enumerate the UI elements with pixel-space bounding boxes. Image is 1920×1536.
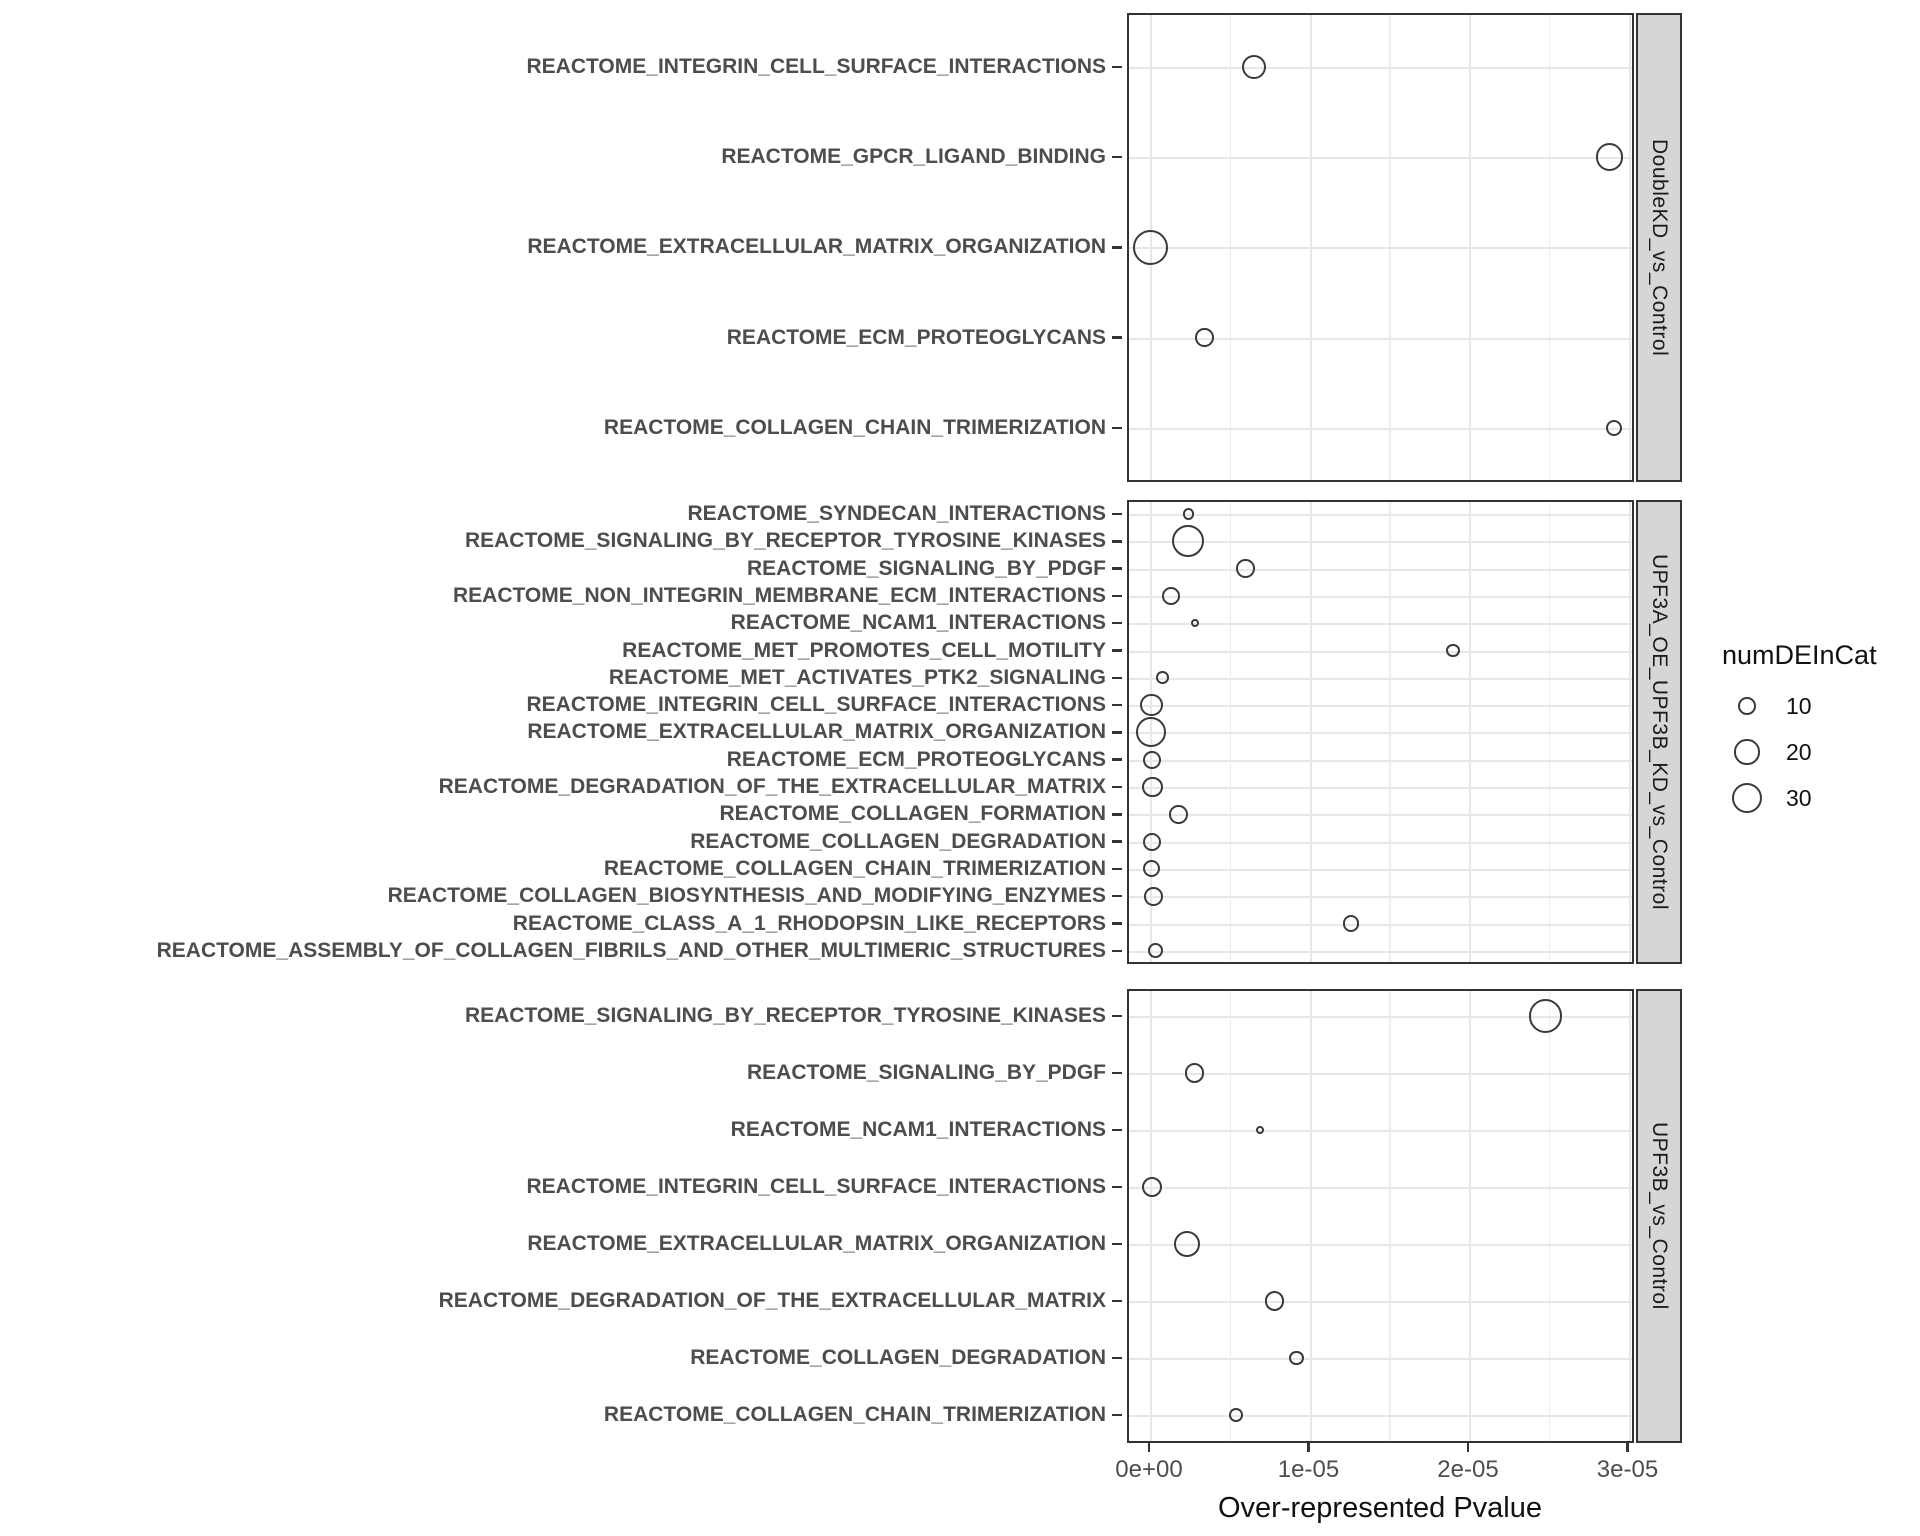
y-axis-tick bbox=[1112, 1072, 1122, 1075]
y-axis-tick bbox=[1112, 649, 1122, 652]
y-axis-label: REACTOME_COLLAGEN_DEGRADATION bbox=[690, 1346, 1106, 1369]
y-axis-tick bbox=[1112, 868, 1122, 871]
y-axis-label: REACTOME_ECM_PROTEOGLYCANS bbox=[726, 325, 1106, 349]
y-axis-label: REACTOME_SYNDECAN_INTERACTIONS bbox=[687, 502, 1106, 525]
legend-key-label: 30 bbox=[1786, 785, 1812, 811]
gridline-row bbox=[1129, 428, 1632, 430]
facet-strip-label: UPF3A_OE_UPF3B_KD_vs_Control bbox=[1648, 553, 1671, 910]
gridline-row bbox=[1129, 896, 1632, 898]
gridline-row bbox=[1129, 596, 1632, 598]
y-axis-tick bbox=[1112, 731, 1122, 734]
y-axis-label: REACTOME_EXTRACELLULAR_MATRIX_ORGANIZATION bbox=[527, 720, 1106, 744]
gridline-row bbox=[1129, 814, 1632, 816]
y-axis-label: REACTOME_SIGNALING_BY_PDGF bbox=[747, 1061, 1106, 1084]
gridline-row bbox=[1129, 247, 1632, 249]
y-axis-tick bbox=[1112, 246, 1122, 249]
gridline-minor bbox=[1549, 991, 1551, 1441]
y-axis-label: REACTOME_GPCR_LIGAND_BINDING bbox=[721, 145, 1106, 169]
gridline-row bbox=[1129, 1415, 1632, 1417]
data-point bbox=[1236, 559, 1255, 578]
y-axis-tick bbox=[1112, 156, 1122, 159]
y-axis-label: REACTOME_COLLAGEN_FORMATION bbox=[719, 802, 1106, 826]
facet-panel-3 bbox=[1127, 989, 1634, 1443]
size-legend-title: numDEInCat bbox=[1722, 640, 1877, 670]
data-point bbox=[1143, 860, 1160, 877]
y-axis-label: REACTOME_INTEGRIN_CELL_SURFACE_INTERACTIONS bbox=[526, 693, 1106, 717]
data-point bbox=[1242, 55, 1266, 79]
data-point bbox=[1606, 420, 1622, 436]
x-axis-tick-label: 1e-05 bbox=[1277, 1456, 1340, 1483]
y-axis-label: REACTOME_MET_ACTIVATES_PTK2_SIGNALING bbox=[608, 665, 1106, 689]
data-point bbox=[1183, 508, 1194, 519]
y-axis-label: REACTOME_SIGNALING_BY_RECEPTOR_TYROSINE_KINASES bbox=[464, 1004, 1106, 1027]
gridline-row bbox=[1129, 760, 1632, 762]
x-axis-tick-label: 2e-05 bbox=[1437, 1456, 1499, 1483]
data-point bbox=[1185, 1063, 1205, 1083]
data-point bbox=[1144, 887, 1163, 906]
gridline-row bbox=[1129, 623, 1632, 625]
data-point bbox=[1289, 1351, 1304, 1366]
y-axis-label: REACTOME_EXTRACELLULAR_MATRIX_ORGANIZATION bbox=[527, 235, 1106, 259]
gridline-row bbox=[1129, 678, 1632, 680]
facet-panel-1 bbox=[1127, 13, 1634, 482]
legend-key-circle bbox=[1732, 783, 1763, 814]
legend-key-circle bbox=[1738, 697, 1756, 715]
data-point bbox=[1446, 644, 1460, 658]
y-axis-label: REACTOME_EXTRACELLULAR_MATRIX_ORGANIZATION bbox=[527, 1232, 1106, 1255]
y-axis-label: REACTOME_INTEGRIN_CELL_SURFACE_INTERACTIONS bbox=[526, 1175, 1106, 1198]
y-axis-label: REACTOME_ECM_PROTEOGLYCANS bbox=[726, 747, 1106, 771]
y-axis-tick bbox=[1112, 840, 1122, 843]
x-axis-tick bbox=[1307, 1443, 1310, 1452]
data-point bbox=[1174, 1231, 1200, 1257]
gridline-row bbox=[1129, 1244, 1632, 1246]
y-axis-tick bbox=[1112, 336, 1122, 339]
y-axis-label: REACTOME_NCAM1_INTERACTIONS bbox=[730, 611, 1106, 635]
gridline-row bbox=[1129, 157, 1632, 159]
facet-strip-3 bbox=[1636, 989, 1682, 1443]
y-axis-label: REACTOME_COLLAGEN_CHAIN_TRIMERIZATION bbox=[603, 415, 1106, 439]
y-axis-label: REACTOME_DEGRADATION_OF_THE_EXTRACELLULAR_MATRIX bbox=[438, 775, 1106, 798]
gridline-row bbox=[1129, 1358, 1632, 1360]
data-point bbox=[1343, 915, 1360, 932]
gridline-row bbox=[1129, 1130, 1632, 1132]
y-axis-label: REACTOME_COLLAGEN_CHAIN_TRIMERIZATION bbox=[603, 1403, 1106, 1426]
x-axis-tick bbox=[1148, 1443, 1151, 1452]
data-point bbox=[1140, 694, 1163, 717]
y-axis-tick bbox=[1112, 1129, 1122, 1132]
data-point bbox=[1229, 1408, 1243, 1422]
x-axis-tick bbox=[1626, 1443, 1629, 1452]
gridline-major bbox=[1629, 991, 1631, 1441]
y-axis-tick bbox=[1112, 540, 1122, 543]
y-axis-tick bbox=[1112, 513, 1122, 516]
x-axis-tick-label: 3e-05 bbox=[1596, 1456, 1659, 1483]
y-axis-tick bbox=[1112, 1015, 1122, 1018]
y-axis-tick bbox=[1112, 895, 1122, 898]
gridline-row bbox=[1129, 1073, 1632, 1075]
data-point bbox=[1142, 777, 1162, 797]
gridline-major bbox=[1310, 991, 1312, 1441]
gridline-row bbox=[1129, 705, 1632, 707]
data-point bbox=[1136, 717, 1166, 747]
gridline-row bbox=[1129, 67, 1632, 69]
y-axis-tick bbox=[1112, 1414, 1122, 1417]
y-axis-label: REACTOME_COLLAGEN_DEGRADATION bbox=[690, 829, 1106, 853]
x-axis-tick-label: 0e+00 bbox=[1115, 1456, 1183, 1483]
data-point bbox=[1265, 1291, 1285, 1311]
y-axis-label: REACTOME_MET_PROMOTES_CELL_MOTILITY bbox=[622, 638, 1106, 662]
data-point bbox=[1156, 671, 1169, 684]
y-axis-tick bbox=[1112, 813, 1122, 816]
y-axis-tick bbox=[1112, 622, 1122, 625]
y-axis-tick bbox=[1112, 922, 1122, 925]
data-point bbox=[1143, 751, 1161, 769]
y-axis-label: REACTOME_NCAM1_INTERACTIONS bbox=[730, 1118, 1106, 1141]
x-axis-title: Over-represented Pvalue bbox=[1218, 1492, 1542, 1524]
gridline-row bbox=[1129, 569, 1632, 571]
facet-strip-label: DoubleKD_vs_Control bbox=[1648, 138, 1671, 357]
y-axis-tick bbox=[1112, 427, 1122, 430]
gridline-row bbox=[1129, 951, 1632, 953]
gridline-major bbox=[1150, 991, 1152, 1441]
gridline-row bbox=[1129, 869, 1632, 871]
y-axis-tick bbox=[1112, 1357, 1122, 1360]
data-point bbox=[1162, 587, 1180, 605]
y-axis-label: REACTOME_COLLAGEN_BIOSYNTHESIS_AND_MODIFYING_ENZYMES bbox=[387, 884, 1106, 908]
data-point bbox=[1191, 619, 1199, 627]
y-axis-tick bbox=[1112, 758, 1122, 761]
gridline-minor bbox=[1230, 991, 1232, 1441]
facet-panel-2 bbox=[1127, 500, 1634, 964]
gridline-row bbox=[1129, 1301, 1632, 1303]
data-point bbox=[1195, 328, 1214, 347]
y-axis-tick bbox=[1112, 1186, 1122, 1189]
data-point bbox=[1143, 833, 1161, 851]
y-axis-tick bbox=[1112, 595, 1122, 598]
y-axis-label: REACTOME_DEGRADATION_OF_THE_EXTRACELLULAR_MATRIX bbox=[438, 1289, 1106, 1312]
gridline-row bbox=[1129, 787, 1632, 789]
facet-strip-1 bbox=[1636, 13, 1682, 482]
y-axis-label: REACTOME_SIGNALING_BY_PDGF bbox=[747, 556, 1106, 580]
y-axis-tick bbox=[1112, 677, 1122, 680]
y-axis-tick bbox=[1112, 66, 1122, 69]
facet-strip-label: UPF3B_vs_Control bbox=[1648, 1122, 1671, 1310]
data-point bbox=[1142, 1177, 1162, 1197]
y-axis-tick bbox=[1112, 567, 1122, 570]
legend-key-label: 10 bbox=[1786, 693, 1812, 719]
y-axis-label: REACTOME_COLLAGEN_CHAIN_TRIMERIZATION bbox=[603, 856, 1106, 880]
data-point bbox=[1529, 999, 1562, 1032]
y-axis-label: REACTOME_SIGNALING_BY_RECEPTOR_TYROSINE_KINASES bbox=[464, 529, 1106, 553]
gridline-row bbox=[1129, 842, 1632, 844]
gridline-row bbox=[1129, 514, 1632, 516]
data-point bbox=[1133, 230, 1168, 265]
data-point bbox=[1256, 1126, 1264, 1134]
y-axis-label: REACTOME_CLASS_A_1_RHODOPSIN_LIKE_RECEPTORS bbox=[512, 911, 1106, 935]
y-axis-tick bbox=[1112, 1300, 1122, 1303]
data-point bbox=[1169, 805, 1188, 824]
gridline-minor bbox=[1389, 991, 1391, 1441]
data-point bbox=[1148, 943, 1163, 958]
gridline-major bbox=[1469, 991, 1471, 1441]
data-point bbox=[1596, 143, 1624, 171]
y-axis-tick bbox=[1112, 1243, 1122, 1246]
legend-key-label: 20 bbox=[1786, 739, 1812, 765]
y-axis-label: REACTOME_INTEGRIN_CELL_SURFACE_INTERACTIONS bbox=[526, 55, 1106, 78]
facet-strip-2 bbox=[1636, 500, 1682, 964]
gridline-row bbox=[1129, 541, 1632, 543]
gridline-row bbox=[1129, 651, 1632, 653]
y-axis-label: REACTOME_ASSEMBLY_OF_COLLAGEN_FIBRILS_AND_OTHER_MULTIMERIC_STRUCTURES bbox=[156, 938, 1106, 962]
legend-key-circle bbox=[1734, 739, 1759, 764]
y-axis-label: REACTOME_NON_INTEGRIN_MEMBRANE_ECM_INTERACTIONS bbox=[452, 583, 1106, 607]
gridline-row bbox=[1129, 924, 1632, 926]
gridline-row bbox=[1129, 732, 1632, 734]
y-axis-tick bbox=[1112, 786, 1122, 789]
data-point bbox=[1172, 525, 1204, 557]
y-axis-tick bbox=[1112, 704, 1122, 707]
gridline-row bbox=[1129, 1187, 1632, 1189]
y-axis-tick bbox=[1112, 950, 1122, 953]
x-axis-tick bbox=[1467, 1443, 1470, 1452]
